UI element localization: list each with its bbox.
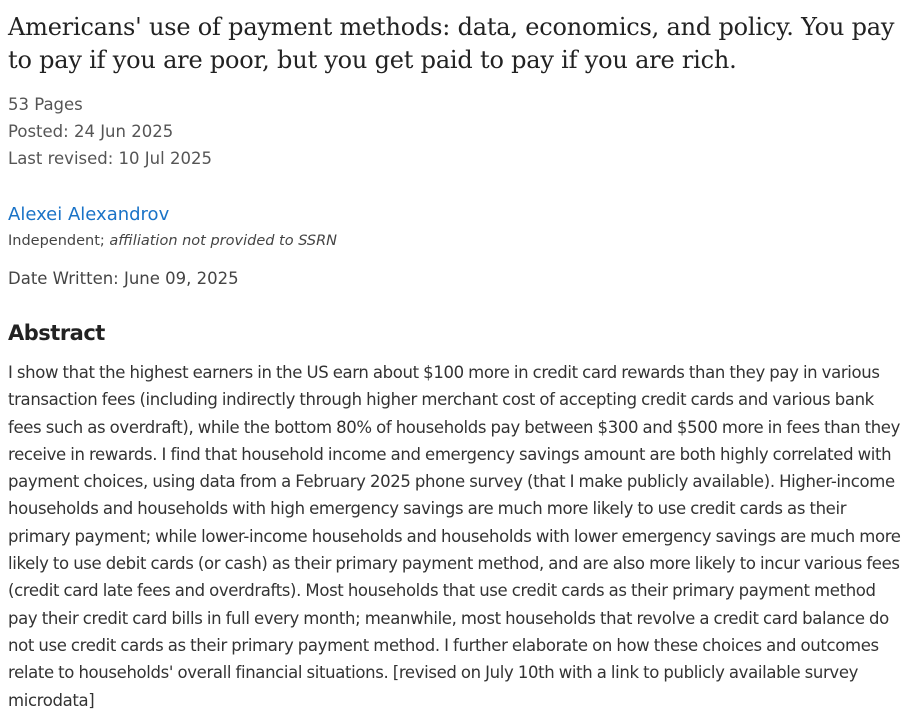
posted-date: Posted: 24 Jun 2025: [8, 122, 174, 141]
paper-title: Americans' use of payment methods: data, economics, and policy. You pay to pay if you are poor, but you get paid to pay if you are rich.: [8, 13, 895, 74]
author-affiliation: [8, 230, 908, 252]
date-written: Date Written: June 09, 2025: [8, 269, 239, 288]
author-link[interactable]: Alexei Alexandrov: [8, 204, 170, 225]
affiliation-note: affiliation not provided to SSRN: [109, 233, 338, 249]
abstract-heading: Abstract: [8, 321, 105, 345]
affiliation-prefix: Independent;: [8, 233, 110, 249]
last-revised-date: Last revised: 10 Jul 2025: [8, 149, 212, 168]
page-count: 53 Pages: [8, 95, 83, 114]
abstract-text: I show that the highest earners in the US earn about $100 more in credit card rewards than they pay in various transaction fees (including indirectly through higher merchant cost of accepting credit cards and various bank fees such as overdraft), while the bottom 80% of households pay between $300 and $500 more in fees than they receive in rewards. I find that household income and emergency savings amount are both highly correlated with payment choices, using data from a February 2025 phone survey (that I make publicly available). Higher-income households and households with high emergency savings are much more likely to use credit cards as their primary payment; while lower-income households and households with lower emergency savings are much more likely to use debit cards (or cash) as their primary payment method, and are also more likely to incur various fees (credit card late fees and overdrafts). Most households that use credit cards as their primary payment method pay their credit card bills in full every month; meanwhile, most households that revolve a credit card balance do not use credit cards as their primary payment method. I further elaborate on how these choices and outcomes relate to households' overall financial situations. [revised on July 10th with a link to publicly available survey microdata]: [8, 363, 901, 710]
paper-page: [8, 0, 908, 714]
paper-meta: [8, 91, 908, 172]
